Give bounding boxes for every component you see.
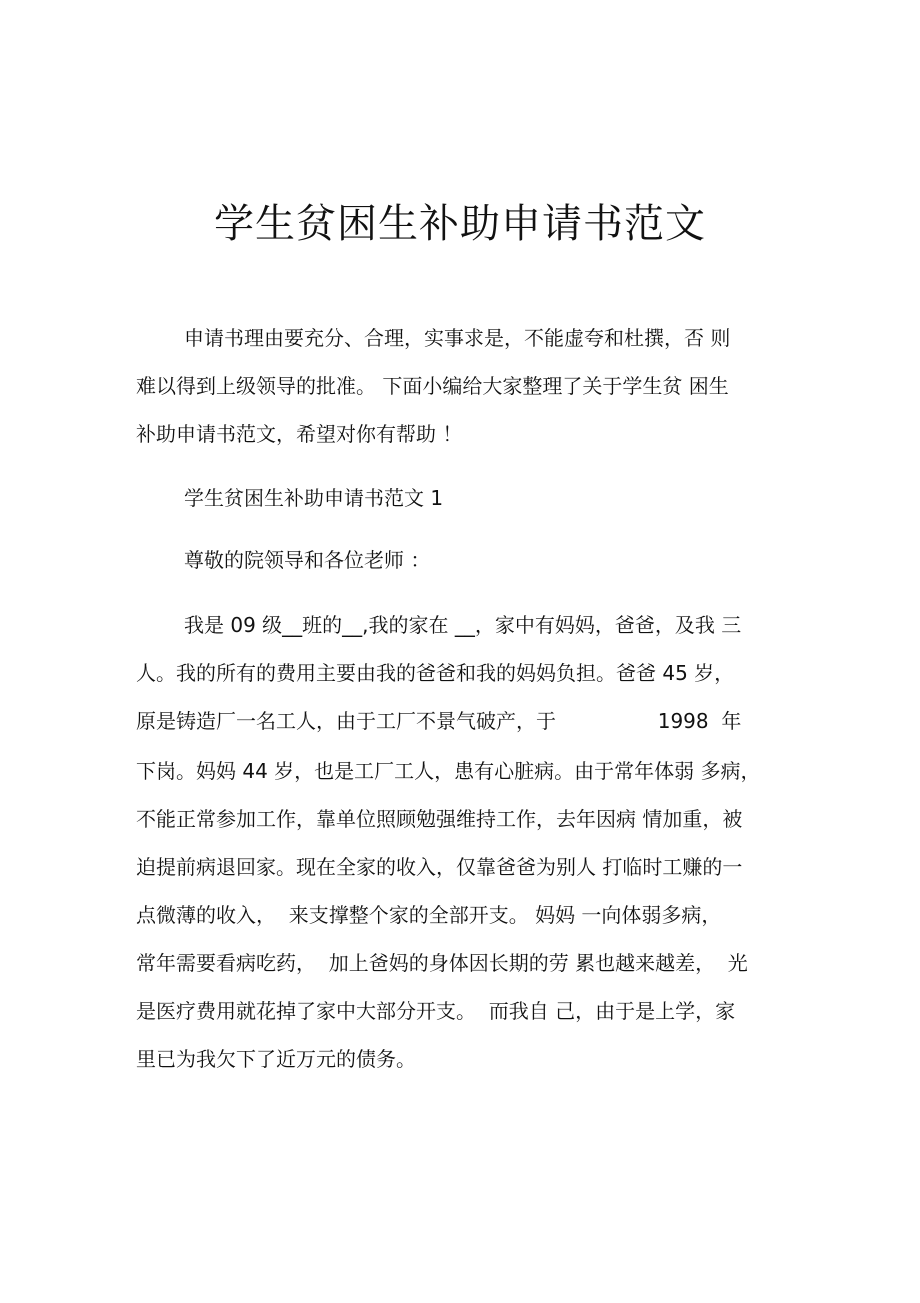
body-line-2: 人。我的所有的费用主要由我的爸爸和我的妈妈负担。爸爸 45 岁， [136,661,735,685]
section-heading: 学生贫困生补助申请书范文 1 [184,486,444,510]
document-title: 学生贫困生补助申请书范文 [214,201,706,247]
body-line-3: 原是铸造厂一名工人，由于工厂不景气破产，于 1998 年 [136,709,742,733]
body-line-10: 里已为我欠下了近万元的债务。 [136,1047,416,1071]
body-line-8: 常年需要看病吃药， 加上爸妈的身体因长期的劳 累也越来越差， 光 [136,951,748,975]
body-line-6: 迫提前病退回家。现在全家的收入，仅靠爸爸为别人 打临时工赚的一 [136,855,743,879]
salutation: 尊敬的院领导和各位老师 ： [184,548,431,572]
intro-line-2: 难以得到上级领导的批准。 下面小编给大家整理了关于学生贫 困生 [136,374,729,398]
body-line-5: 不能正常参加工作，靠单位照顾勉强维持工作，去年因病 情加重，被 [136,807,743,831]
intro-line-1: 申请书理由要充分、合理，实事求是，不能虚夸和杜撰，否 则 [184,326,731,350]
intro-line-3: 补助申请书范文，希望对你有帮助 ！ [136,422,463,446]
body-line-7: 点微薄的收入， 来支撑整个家的全部开支。 妈妈 一向体弱多病， [136,903,722,927]
body-line-9: 是医疗费用就花掉了家中大部分开支。 而我自 己，由于是上学，家 [136,999,736,1023]
body-line-4: 下岗。妈妈 44 岁，也是工厂工人，患有心脏病。由于常年体弱 多病， [136,759,761,783]
body-line-1: 我是 09 级__班的__,我的家在 __，家中有妈妈，爸爸，及我 三 [184,613,742,637]
